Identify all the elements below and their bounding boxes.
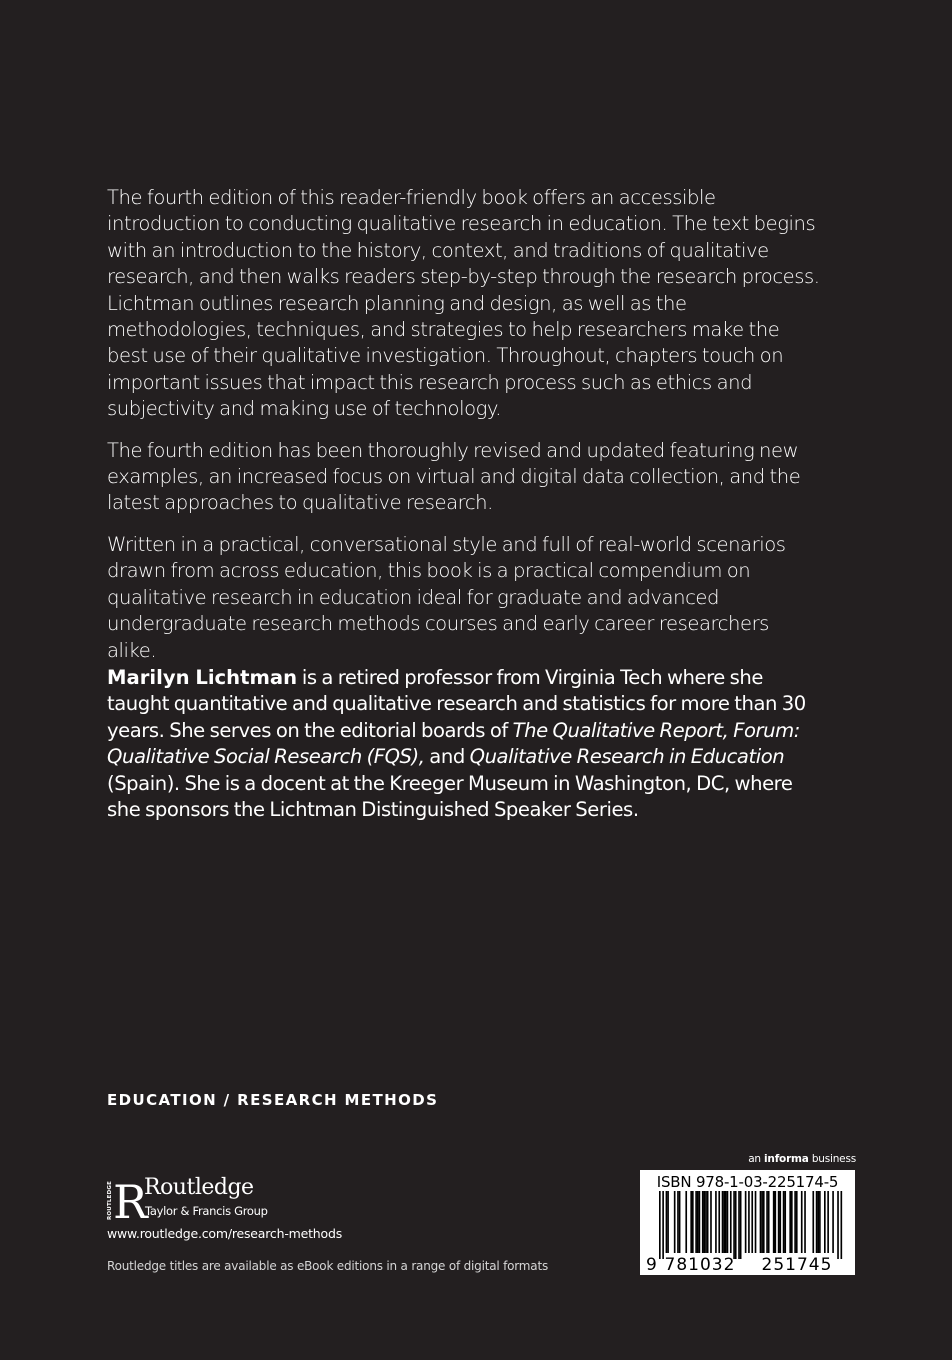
barcode-bar [817,1191,819,1253]
barcode-bar [730,1191,732,1253]
barcode-bar [801,1191,803,1253]
ebook-note: Routledge titles are available as eBook editions in a range of digital formats [107,1259,549,1273]
book-description [107,185,822,679]
publisher-url: www.routledge.com/research-methods [107,1226,343,1241]
barcode-bar [685,1191,687,1253]
barcode-bar [699,1191,701,1253]
barcode-bar [804,1191,806,1253]
barcode-bar [679,1191,681,1253]
barcode-bar [755,1191,757,1253]
barcode-bar [697,1191,699,1253]
barcode-bar [722,1191,724,1253]
barcode-bar [690,1191,692,1253]
barcode-bar [727,1191,729,1253]
publisher-group: Taylor & Francis Group [145,1204,268,1218]
barcode-bar [704,1191,706,1253]
barcode-bar [824,1191,826,1253]
barcode-bar [748,1191,750,1253]
barcode-bar [738,1191,740,1259]
barcode-bar [710,1191,712,1253]
description-paragraph-2: The fourth edition has been thoroughly revised and updated featuring new examples, an increased focus on virtual and digital data collection, and the latest approaches to qualitative research. [107,438,801,515]
routledge-logo-icon [105,1174,148,1229]
bio-text-1: is a retired professor from Virginia Tech where she taught quantitative and qualitative research and statistics for more than 30 years. She serves on the editorial boards of [107,666,806,742]
barcode-bar [763,1191,765,1253]
logo-vertical-text: ROUTLEDGE [107,1180,113,1220]
barcode-bar [705,1191,707,1253]
barcode-bar [740,1191,742,1259]
barcode-bar [812,1191,814,1253]
author-bio [107,665,822,823]
barcode-bar [783,1191,785,1253]
barcode-bar [667,1191,669,1253]
barcode-bar [745,1191,747,1253]
barcode-bar [723,1191,725,1253]
barcode-bar [725,1191,727,1253]
logo-letter: R [113,1175,148,1229]
barcode-first-digit: 9 [646,1255,657,1275]
barcode-bar [766,1191,768,1253]
barcode-bars [645,1191,850,1273]
barcode-bar [707,1191,709,1253]
barcode-bar [789,1191,791,1253]
description-paragraph-3: Written in a practical, conversational style and full of real-world scenarios drawn from across education, this book is a practical compendium on qualitative research in education ideal for graduate and advanced undergraduate research methods courses and early career researchers alike. [107,532,786,662]
barcode-bar-group [659,1191,842,1259]
author-name: Marilyn Lichtman [107,666,298,689]
barcode-bar [733,1191,735,1259]
barcode-bar [761,1191,763,1253]
barcode-bar [702,1191,704,1253]
barcode-bar [773,1191,775,1253]
barcode-bar [751,1191,753,1253]
barcode-bar [666,1191,668,1253]
publisher-name: Routledge [144,1175,254,1200]
informa-prefix: an [748,1153,765,1165]
barcode-bar [819,1191,821,1253]
barcode-bar [796,1191,798,1253]
barcode-bar [695,1191,697,1253]
barcode-bar [674,1191,676,1253]
barcode-bar [775,1191,777,1253]
barcode-bar [816,1191,818,1253]
barcode-bar [692,1191,694,1253]
informa-brand: informa [764,1153,809,1165]
isbn-label: ISBN 978-1-03-225174-5 [656,1173,839,1191]
informa-business-note [748,1153,856,1165]
barcode-bar [779,1191,781,1253]
isbn-barcode [640,1170,855,1275]
barcode-bar [837,1191,839,1259]
barcode-bar [718,1191,720,1253]
barcode-bar [784,1191,786,1253]
routledge-logo [105,1174,305,1229]
barcode-bar [768,1191,770,1253]
barcode-bar [715,1191,717,1253]
barcode-bar [677,1191,679,1253]
barcode-bar [832,1191,834,1253]
description-paragraph-1: The fourth edition of this reader-friendly book offers an accessible introduction to conducting qualitative research in education. The text begins with an introduction to the history, context, and traditions of qualitative research, and then walks readers step-by-step through the research process. Lichtman outlines research planning and design, as well as the methodologies, techniques, and strategies to help researchers make the best use of their qualitative investigation. Throughout, chapters touch on important issues that impact this research process such as ethics and subjectivity and making use of technology. [107,186,820,421]
barcode-bar [794,1191,796,1253]
barcode-bar [841,1191,843,1259]
bio-journal-2: Qualitative Research in Education [469,745,785,769]
barcode-bar [760,1191,762,1253]
barcode-bar [778,1191,780,1253]
informa-suffix: business [808,1153,856,1165]
bio-text-3: (Spain). She is a docent at the Kreeger Museum in Washington, DC, where she sponsors the Lichtman Distinguished Speaker Series. [107,771,793,822]
barcode-bar [827,1191,829,1253]
bio-text-2: and [424,745,470,769]
barcode-right-digits: 251745 [761,1255,833,1275]
barcode-bar [659,1191,661,1259]
barcode-bar [735,1191,737,1259]
barcode-bar [662,1191,664,1259]
barcode-bar [791,1191,793,1253]
bio-journals-1: The Qualitative Report, Forum: Qualitative Social Research (FQS), [107,718,800,769]
barcode-left-digits: 781032 [664,1255,736,1275]
subject-category: EDUCATION / RESEARCH METHODS [107,1091,439,1109]
